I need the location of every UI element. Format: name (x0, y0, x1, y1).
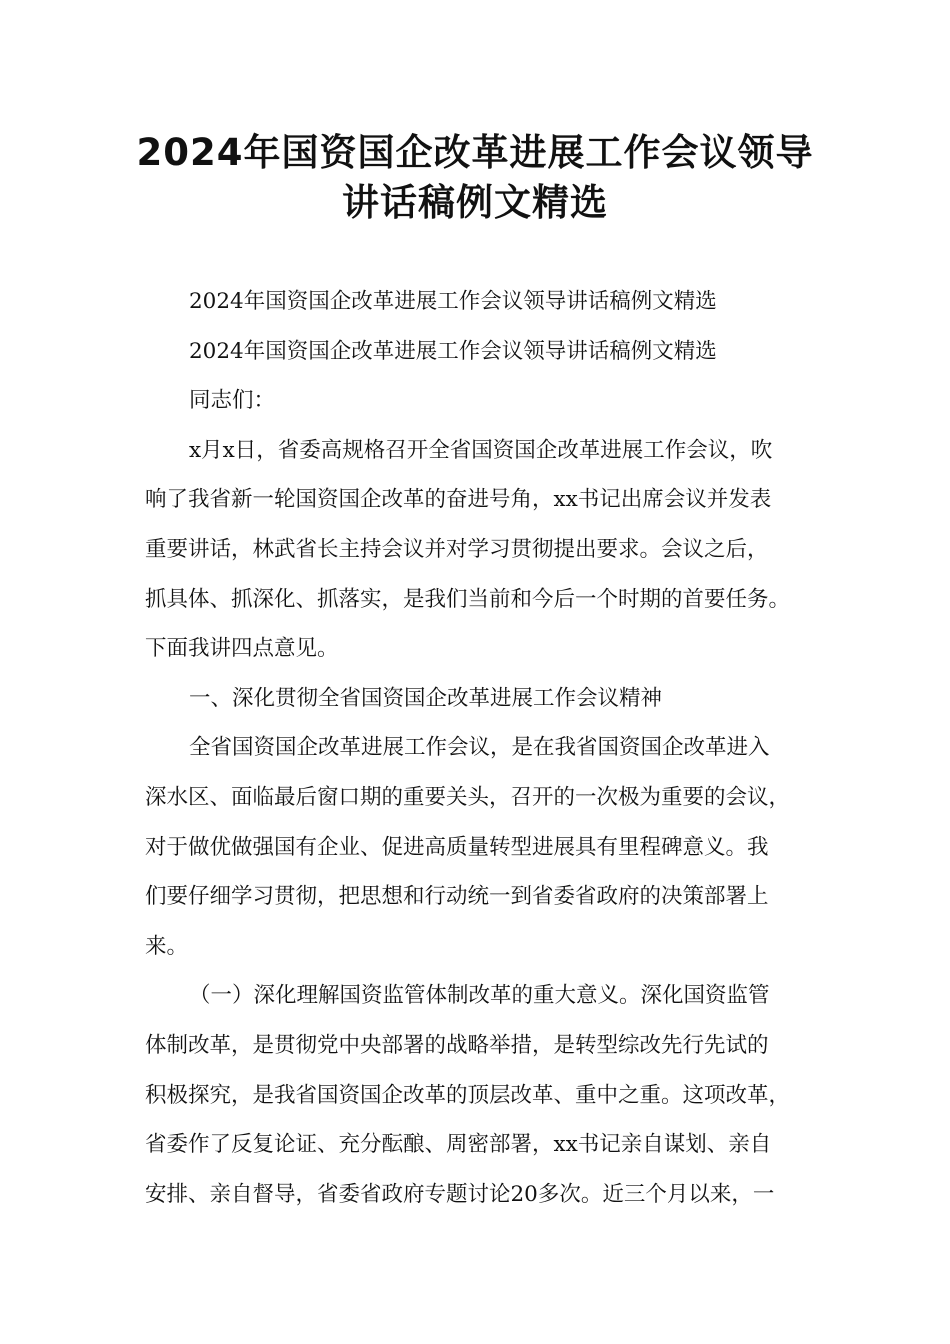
paragraph-line: 积极探究，是我省国资国企改革的顶层改革、重中之重。这项改革， (145, 1082, 791, 1108)
paragraph-line: x月x日，省委高规格召开全省国资国企改革进展工作会议，吹 (189, 437, 773, 463)
subtitle-line: 2024年国资国企改革进展工作会议领导讲话稿例文精选 (189, 289, 717, 314)
paragraph-line: 来。 (145, 933, 189, 959)
paragraph-line: 体制改革，是贯彻党中央部署的战略举措，是转型综改先行先试的 (145, 1032, 769, 1058)
paragraph-line: 省委作了反复论证、充分酝酿、周密部署，xx书记亲自谋划、亲自 (145, 1132, 772, 1158)
paragraph-line: 重要讲话，林武省长主持会议并对学习贯彻提出要求。会议之后， (145, 536, 769, 562)
document-title-line-2: 讲话稿例文精选 (342, 181, 608, 224)
subtitle-line: 2024年国资国企改革进展工作会议领导讲话稿例文精选 (189, 338, 717, 364)
document-title-line-1: 2024年国资国企改革进展工作会议领导 (136, 131, 814, 174)
paragraph-line: 们要仔细学习贯彻，把思想和行动统一到省委省政府的决策部署上 (145, 884, 769, 910)
paragraph-line: 全省国资国企改革进展工作会议，是在我省国资国企改革进入 (189, 735, 770, 761)
paragraph-line: 安排、亲自督导，省委省政府专题讨论20多次。近三个月以来，一 (145, 1181, 775, 1207)
paragraph-line: 深水区、面临最后窗口期的重要关头，召开的一次极为重要的会议， (145, 784, 791, 810)
salutation: 同志们： (189, 388, 276, 414)
paragraph-line: 抓具体、抓深化、抓落实，是我们当前和今后一个时期的首要任务。 (145, 586, 791, 612)
document-body (145, 277, 810, 1219)
paragraph-line: （一）深化理解国资监管体制改革的重大意义。深化国资监管 (189, 983, 770, 1009)
paragraph-line: 对于做优做强国有企业、促进高质量转型进展具有里程碑意义。我 (145, 834, 769, 860)
section-heading: 一、深化贯彻全省国资国企改革进展工作会议精神 (189, 685, 663, 711)
paragraph-line: 下面我讲四点意见。 (145, 636, 339, 662)
paragraph-line: 响了我省新一轮国资国企改革的奋进号角，xx书记出席会议并发表 (145, 487, 772, 513)
